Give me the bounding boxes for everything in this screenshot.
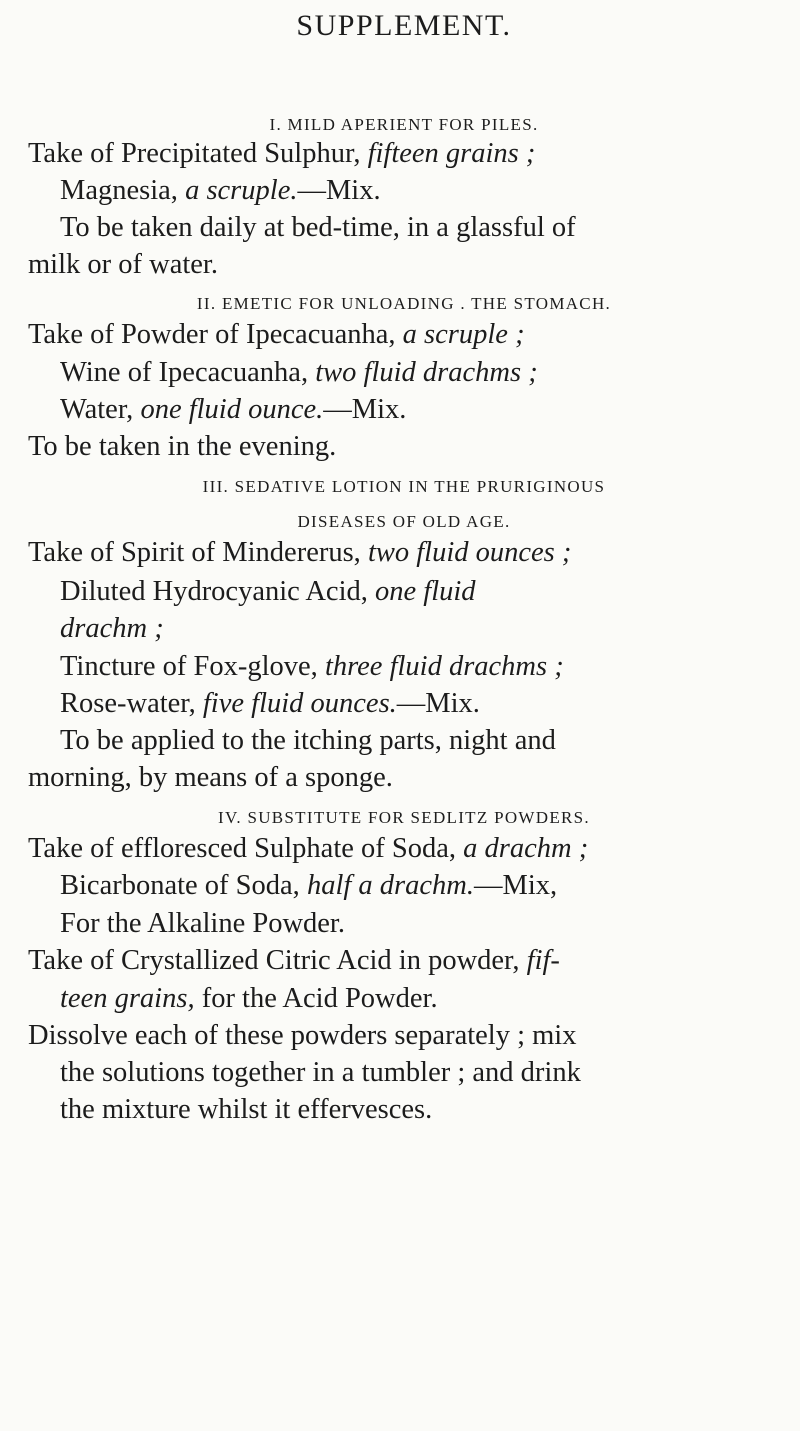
section-heading: I. MILD APERIENT FOR PILES. [269, 115, 539, 134]
section-heading: III. SEDATIVE LOTION IN THE PRURIGINOUS [202, 477, 606, 496]
recipe-line: Take of effloresced Sulphate of Soda, a drachm ; [28, 833, 589, 864]
book-page [28, 0, 780, 1431]
recipe-line: Take of Powder of Ipecacuanha, a scruple ; [28, 319, 525, 350]
recipe-line: teen grains, for the Acid Powder. [60, 983, 438, 1014]
recipe-line: Water, one fluid ounce.—Mix. [60, 394, 407, 425]
recipe-line: the mixture whilst it effervesces. [60, 1094, 433, 1125]
recipe-line: drachm ; [60, 613, 164, 644]
recipe-line: Diluted Hydrocyanic Acid, one fluid [60, 576, 476, 607]
recipe-line: Take of Spirit of Mindererus, two fluid ounces ; [28, 537, 572, 568]
running-head: SUPPLEMENT. [296, 9, 512, 42]
recipe-line: Dissolve each of these powders separately ; mix [28, 1020, 577, 1051]
recipe-line: For the Alkaline Powder. [60, 908, 345, 939]
section-heading: II. EMETIC FOR UNLOADING . THE STOMACH. [196, 294, 612, 313]
recipe-line: To be taken in the evening. [28, 431, 337, 462]
recipe-line: milk or of water. [28, 249, 218, 280]
recipe-line: Take of Precipitated Sulphur, fifteen grains ; [28, 138, 536, 169]
section-heading: IV. SUBSTITUTE FOR SEDLITZ POWDERS. [218, 808, 590, 827]
section-heading-continued: DISEASES OF OLD AGE. [297, 512, 511, 531]
recipe-line: To be applied to the itching parts, night and [60, 725, 556, 756]
recipe-line: Bicarbonate of Soda, half a drachm.—Mix, [60, 870, 558, 901]
recipe-line: To be taken daily at bed-time, in a glassful of [60, 212, 576, 243]
recipe-line: Wine of Ipecacuanha, two fluid drachms ; [60, 357, 538, 388]
recipe-line: morning, by means of a sponge. [28, 762, 393, 793]
recipe-line: Tincture of Fox-glove, three fluid drachms ; [60, 651, 564, 682]
recipe-line: Rose-water, five fluid ounces.—Mix. [60, 688, 480, 719]
recipe-line: the solutions together in a tumbler ; and drink [60, 1057, 581, 1088]
recipe-line: Take of Crystallized Citric Acid in powder, fif- [28, 945, 560, 976]
recipe-line: Magnesia, a scruple.—Mix. [60, 175, 381, 206]
